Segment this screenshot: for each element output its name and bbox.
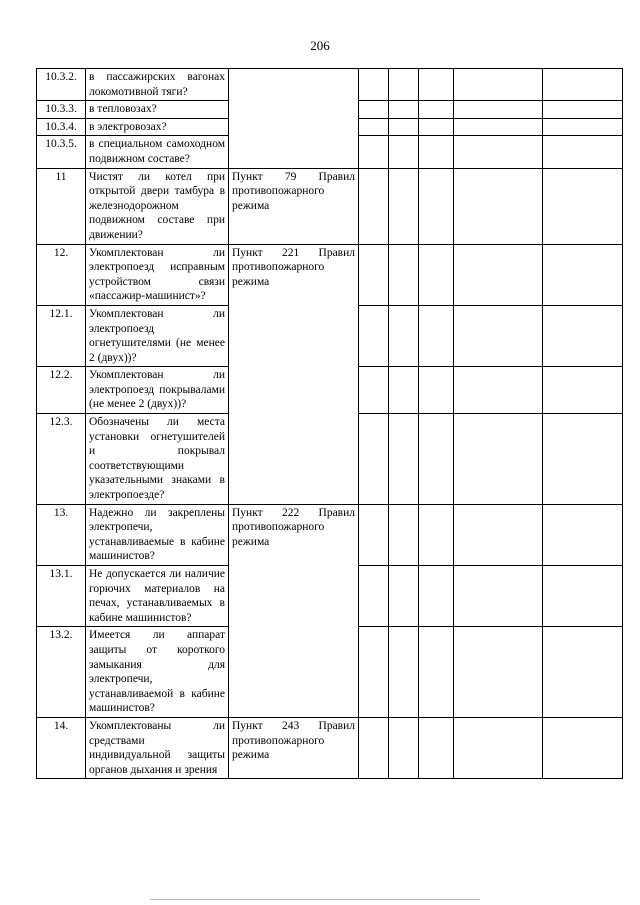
- answer-cell: [454, 101, 543, 119]
- row-reference: [229, 69, 359, 169]
- answer-cell: [454, 136, 543, 168]
- table-row: [37, 69, 623, 101]
- row-number: 13.: [37, 504, 86, 565]
- table-row: [37, 168, 623, 244]
- answer-cell: [454, 69, 543, 101]
- row-question: в специальном самоходном подвижном составе?: [86, 136, 229, 168]
- answer-cell: [419, 367, 454, 414]
- answer-cell: [454, 627, 543, 718]
- answer-cell: [454, 414, 543, 505]
- answer-cell: [389, 504, 419, 565]
- answer-cell: [419, 504, 454, 565]
- answer-cell: [454, 305, 543, 366]
- answer-cell: [389, 305, 419, 366]
- answer-cell: [359, 717, 389, 778]
- answer-cell: [419, 566, 454, 627]
- table-row: [37, 717, 623, 778]
- answer-cell: [543, 627, 623, 718]
- answer-cell: [543, 305, 623, 366]
- answer-cell: [419, 627, 454, 718]
- row-reference: Пункт 221 Правил противопожарного режима: [229, 244, 359, 504]
- row-number: 14.: [37, 717, 86, 778]
- answer-cell: [543, 136, 623, 168]
- answer-cell: [419, 168, 454, 244]
- answer-cell: [454, 244, 543, 305]
- answer-cell: [543, 101, 623, 119]
- answer-cell: [389, 168, 419, 244]
- row-question: в пассажирских вагонах локомотивной тяги?: [86, 69, 229, 101]
- page-number: 206: [310, 38, 330, 53]
- row-number: 13.1.: [37, 566, 86, 627]
- answer-cell: [543, 118, 623, 136]
- row-number: 10.3.2.: [37, 69, 86, 101]
- row-question: Укомплектован ли электропоезд покрывалами (не менее 2 (двух))?: [86, 367, 229, 414]
- answer-cell: [543, 717, 623, 778]
- answer-cell: [419, 414, 454, 505]
- answer-cell: [543, 504, 623, 565]
- row-reference: Пункт 243 Правил противопожарного режима: [229, 717, 359, 778]
- answer-cell: [419, 101, 454, 119]
- row-reference: Пункт 79 Правил противопожарного режима: [229, 168, 359, 244]
- row-number: 10.3.4.: [37, 118, 86, 136]
- answer-cell: [543, 69, 623, 101]
- answer-cell: [359, 367, 389, 414]
- answer-cell: [454, 168, 543, 244]
- row-question: Не допускается ли наличие горючих материалов на печах, устанавливаемых в кабине машинистов?: [86, 566, 229, 627]
- answer-cell: [419, 244, 454, 305]
- row-question: Обозначены ли места установки огнетушителей и покрывал соответствующими указательными знаками в электропоезде?: [86, 414, 229, 505]
- answer-cell: [359, 136, 389, 168]
- answer-cell: [359, 101, 389, 119]
- answer-cell: [359, 414, 389, 505]
- row-question: Чистят ли котел при открытой двери тамбура в железнодорожном подвижном составе при движении?: [86, 168, 229, 244]
- row-question: в электровозах?: [86, 118, 229, 136]
- row-question: Укомплектованы ли средствами индивидуальной защиты органов дыхания и зрения: [86, 717, 229, 778]
- answer-cell: [389, 717, 419, 778]
- row-number: 10.3.3.: [37, 101, 86, 119]
- row-reference: Пункт 222 Правил противопожарного режима: [229, 504, 359, 717]
- answer-cell: [419, 136, 454, 168]
- answer-cell: [389, 69, 419, 101]
- row-number: 12.3.: [37, 414, 86, 505]
- answer-cell: [454, 717, 543, 778]
- answer-cell: [389, 566, 419, 627]
- row-question: в тепловозах?: [86, 101, 229, 119]
- answer-cell: [389, 627, 419, 718]
- answer-cell: [454, 367, 543, 414]
- answer-cell: [454, 566, 543, 627]
- answer-cell: [389, 244, 419, 305]
- answer-cell: [543, 367, 623, 414]
- answer-cell: [359, 118, 389, 136]
- answer-cell: [543, 168, 623, 244]
- row-question: Укомплектован ли электропоезд исправным устройством связи «пассажир-машинист»?: [86, 244, 229, 305]
- answer-cell: [359, 627, 389, 718]
- answer-cell: [454, 504, 543, 565]
- row-number: 10.3.5.: [37, 136, 86, 168]
- row-number: 12.: [37, 244, 86, 305]
- answer-cell: [419, 69, 454, 101]
- row-question: Надежно ли закреплены электропечи, устанавливаемые в кабине машинистов?: [86, 504, 229, 565]
- answer-cell: [419, 305, 454, 366]
- row-question: Имеется ли аппарат защиты от короткого замыкания для электропечи, устанавливаемой в кабине машинистов?: [86, 627, 229, 718]
- answer-cell: [359, 305, 389, 366]
- answer-cell: [543, 414, 623, 505]
- answer-cell: [389, 118, 419, 136]
- row-number: 13.2.: [37, 627, 86, 718]
- answer-cell: [419, 118, 454, 136]
- bottom-rule: [150, 899, 480, 900]
- answer-cell: [359, 244, 389, 305]
- answer-cell: [359, 566, 389, 627]
- row-number: 12.2.: [37, 367, 86, 414]
- answer-cell: [389, 367, 419, 414]
- row-number: 11: [37, 168, 86, 244]
- row-number: 12.1.: [37, 305, 86, 366]
- answer-cell: [419, 717, 454, 778]
- checklist-table: [36, 68, 623, 779]
- answer-cell: [359, 69, 389, 101]
- table-row: [37, 504, 623, 565]
- answer-cell: [359, 168, 389, 244]
- answer-cell: [543, 244, 623, 305]
- answer-cell: [389, 101, 419, 119]
- table-row: [37, 244, 623, 305]
- answer-cell: [454, 118, 543, 136]
- answer-cell: [543, 566, 623, 627]
- answer-cell: [389, 136, 419, 168]
- row-question: Укомплектован ли электропоезд огнетушителями (не менее 2 (двух))?: [86, 305, 229, 366]
- answer-cell: [389, 414, 419, 505]
- answer-cell: [359, 504, 389, 565]
